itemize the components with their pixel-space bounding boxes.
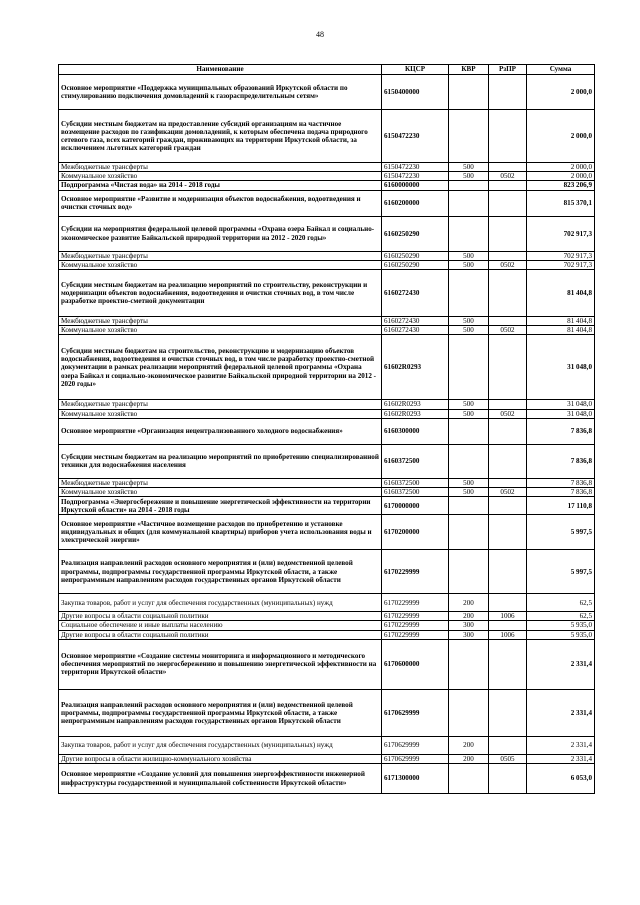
row-sum: 62,5 (527, 612, 595, 621)
row-rzpr (489, 515, 527, 550)
row-rzpr (489, 621, 527, 630)
row-kcsr: 6160000000 (382, 181, 449, 190)
row-kvr: 500 (449, 317, 489, 326)
row-kvr (449, 444, 489, 478)
row-kvr (449, 418, 489, 444)
table-body (59, 75, 595, 794)
row-kvr (449, 216, 489, 251)
row-name: Межбюджетные трансферты (59, 317, 382, 326)
row-kvr: 500 (449, 400, 489, 409)
row-sum: 2 000,0 (527, 172, 595, 181)
row-kcsr: 6160300000 (382, 418, 449, 444)
row-rzpr (489, 110, 527, 163)
row-name: Межбюджетные трансферты (59, 478, 382, 487)
row-sum: 17 110,8 (527, 497, 595, 515)
row-kvr (449, 764, 489, 794)
row-sum: 2 000,0 (527, 110, 595, 163)
table-row (59, 478, 595, 487)
row-kvr (449, 270, 489, 317)
table-row (59, 621, 595, 630)
row-kcsr: 6170229999 (382, 630, 449, 639)
row-kvr (449, 550, 489, 594)
row-kcsr: 6150472230 (382, 172, 449, 181)
row-kvr: 500 (449, 172, 489, 181)
row-name: Коммунальное хозяйство (59, 326, 382, 335)
row-kcsr: 61602R0293 (382, 409, 449, 418)
row-rzpr (489, 335, 527, 400)
row-name: Закупка товаров, работ и услуг для обеспечения государственных (муниципальных) нужд (59, 736, 382, 754)
row-name: Реализация направлений расходов основного мероприятия и (или) ведомственной целевой программы, подпрограммы государственной программы Иркутской области, а также непрограммным направлениям расходов государственных органов Иркутской области (59, 689, 382, 736)
row-name: Реализация направлений расходов основного мероприятия и (или) ведомственной целевой программы, подпрограммы государственной программы Иркутской области, а также непрограммным направлениям расходов государственных органов Иркутской области (59, 550, 382, 594)
table-row (59, 515, 595, 550)
header-name: Наименование (59, 65, 382, 75)
row-kvr (449, 515, 489, 550)
row-sum: 815 370,1 (527, 190, 595, 216)
table-row (59, 190, 595, 216)
row-kcsr: 6170629999 (382, 736, 449, 754)
row-kcsr: 6150400000 (382, 75, 449, 110)
row-name: Основное мероприятие «Частичное возмещение расходов по приобретению и установке индивидуальных и общих (для коммунальной квартиры) приборов учета использования воды и электрической энергии» (59, 515, 382, 550)
row-name: Социальное обеспечение и иные выплаты населению (59, 621, 382, 630)
table-row (59, 418, 595, 444)
row-rzpr (489, 478, 527, 487)
table-row (59, 216, 595, 251)
row-kcsr: 6170229999 (382, 550, 449, 594)
row-name: Коммунальное хозяйство (59, 409, 382, 418)
row-kcsr: 6160250290 (382, 251, 449, 260)
row-kcsr: 6160372500 (382, 478, 449, 487)
row-rzpr (489, 418, 527, 444)
row-rzpr (489, 400, 527, 409)
table-row (59, 110, 595, 163)
table-row (59, 630, 595, 639)
row-name: Субсидии на мероприятия федеральной целевой программы «Охрана озера Байкал и социально-экономическое развитие Байкальской природной территории на 2012 - 2020 годы» (59, 216, 382, 251)
table-row (59, 251, 595, 260)
row-kvr: 500 (449, 326, 489, 335)
table-row (59, 612, 595, 621)
row-kvr (449, 110, 489, 163)
row-name: Другие вопросы в области жилищно-коммунального хозяйства (59, 754, 382, 763)
row-name: Основное мероприятие «Поддержка муниципальных образований Иркутской области по стимулированию подключения домовладений к газораспределительным сетям» (59, 75, 382, 110)
row-name: Субсидии местным бюджетам на реализацию мероприятий по строительству, реконструкции и модернизации объектов водоснабжения, водоотведения и очистки сточных вод, в том числе разработке проектно-сметной документации (59, 270, 382, 317)
row-kcsr: 6160272430 (382, 270, 449, 317)
row-kvr: 500 (449, 251, 489, 260)
row-kvr: 500 (449, 409, 489, 418)
table-row (59, 400, 595, 409)
row-kcsr: 6170600000 (382, 639, 449, 689)
row-rzpr: 1006 (489, 612, 527, 621)
row-rzpr (489, 216, 527, 251)
table-row (59, 163, 595, 172)
row-sum: 702 917,3 (527, 260, 595, 269)
row-rzpr (489, 689, 527, 736)
row-kcsr: 6170200000 (382, 515, 449, 550)
row-kvr: 500 (449, 260, 489, 269)
row-rzpr: 0502 (489, 326, 527, 335)
row-kcsr: 6160372500 (382, 488, 449, 497)
row-kcsr: 6170229999 (382, 594, 449, 612)
row-kcsr: 6160272430 (382, 326, 449, 335)
table-row (59, 326, 595, 335)
row-kvr: 200 (449, 594, 489, 612)
row-kvr: 200 (449, 736, 489, 754)
row-kvr (449, 190, 489, 216)
row-name: Основное мероприятие «Развитие и модернизация объектов водоснабжения, водоотведения и очистки сточных вод» (59, 190, 382, 216)
row-rzpr (489, 181, 527, 190)
table-row (59, 736, 595, 754)
row-rzpr (489, 317, 527, 326)
row-sum: 2 331,4 (527, 689, 595, 736)
row-kvr (449, 689, 489, 736)
row-kvr: 200 (449, 754, 489, 763)
row-name: Подпрограмма «Энергосбережение и повышение энергетической эффективности на территории Иркутской области» на 2014 - 2018 годы (59, 497, 382, 515)
row-sum: 2 000,0 (527, 163, 595, 172)
header-kcsr: КЦСР (382, 65, 449, 75)
row-kvr: 500 (449, 163, 489, 172)
row-kcsr: 6160250290 (382, 216, 449, 251)
row-sum: 2 331,4 (527, 736, 595, 754)
row-sum: 81 404,8 (527, 326, 595, 335)
row-name: Основное мероприятие «Создание системы мониторинга и информационного и методического обеспечения мероприятий по энергосбережению и повышению энергетической эффективности на территории Иркутской области» (59, 639, 382, 689)
table-row (59, 270, 595, 317)
row-rzpr (489, 764, 527, 794)
row-kcsr: 6170229999 (382, 612, 449, 621)
row-rzpr (489, 270, 527, 317)
row-name: Другие вопросы в области социальной политики (59, 612, 382, 621)
row-rzpr (489, 639, 527, 689)
table-row (59, 75, 595, 110)
row-name: Субсидии местным бюджетам на строительство, реконструкцию и модернизацию объектов водоснабжения, водоотведения и очистки сточных вод, в том числе разработку проектно-сметной документации в рамках реализации мероприятий федеральной целевой программы «Охрана озера Байкал и социально-экономическое развитие Байкальской природной территории на 2012 - 2020 годы» (59, 335, 382, 400)
row-sum: 31 048,0 (527, 400, 595, 409)
row-kcsr: 61602R0293 (382, 400, 449, 409)
table-row (59, 317, 595, 326)
row-sum: 2 000,0 (527, 75, 595, 110)
row-rzpr (489, 251, 527, 260)
row-kvr (449, 75, 489, 110)
row-kvr (449, 181, 489, 190)
row-sum: 31 048,0 (527, 409, 595, 418)
row-rzpr (489, 594, 527, 612)
row-sum: 31 048,0 (527, 335, 595, 400)
row-kvr: 300 (449, 621, 489, 630)
table-row (59, 172, 595, 181)
row-sum: 7 836,8 (527, 478, 595, 487)
row-kcsr: 6160200000 (382, 190, 449, 216)
row-name: Основное мероприятие «Создание условий для повышения энергоэффективности инженерной инфраструктуры государственной и муниципальной собственности Иркутской области» (59, 764, 382, 794)
row-kcsr: 6160372500 (382, 444, 449, 478)
table-row (59, 409, 595, 418)
table-row (59, 639, 595, 689)
row-name: Межбюджетные трансферты (59, 400, 382, 409)
row-rzpr: 0505 (489, 754, 527, 763)
row-rzpr (489, 497, 527, 515)
budget-table (58, 64, 595, 794)
row-kcsr: 6170229999 (382, 621, 449, 630)
table-row (59, 754, 595, 763)
table-row (59, 689, 595, 736)
row-kcsr: 6170629999 (382, 689, 449, 736)
row-rzpr: 0502 (489, 488, 527, 497)
table-row (59, 764, 595, 794)
row-rzpr (489, 444, 527, 478)
row-kvr: 500 (449, 488, 489, 497)
row-sum: 81 404,8 (527, 270, 595, 317)
row-kcsr: 6150472230 (382, 110, 449, 163)
row-name: Основное мероприятие «Организация нецентрализованного холодного водоснабжения» (59, 418, 382, 444)
row-kvr (449, 639, 489, 689)
row-name: Коммунальное хозяйство (59, 172, 382, 181)
row-sum: 5 935,0 (527, 630, 595, 639)
row-rzpr: 0502 (489, 409, 527, 418)
row-rzpr (489, 190, 527, 216)
table-row (59, 260, 595, 269)
table-row (59, 594, 595, 612)
row-rzpr (489, 75, 527, 110)
row-sum: 702 917,3 (527, 216, 595, 251)
table-header-row (59, 65, 595, 75)
row-kvr (449, 335, 489, 400)
row-sum: 5 997,5 (527, 550, 595, 594)
row-name: Другие вопросы в области социальной политики (59, 630, 382, 639)
row-name: Закупка товаров, работ и услуг для обеспечения государственных (муниципальных) нужд (59, 594, 382, 612)
row-kvr (449, 497, 489, 515)
row-rzpr: 0502 (489, 172, 527, 181)
header-kvr: КВР (449, 65, 489, 75)
row-rzpr: 1006 (489, 630, 527, 639)
row-sum: 7 836,8 (527, 418, 595, 444)
row-kcsr: 6171300000 (382, 764, 449, 794)
table-row (59, 335, 595, 400)
row-rzpr (489, 550, 527, 594)
row-rzpr: 0502 (489, 260, 527, 269)
table-row (59, 181, 595, 190)
row-kcsr: 6170000000 (382, 497, 449, 515)
row-sum: 5 997,5 (527, 515, 595, 550)
row-name: Межбюджетные трансферты (59, 251, 382, 260)
row-kcsr: 6150472230 (382, 163, 449, 172)
table-row (59, 550, 595, 594)
page-number: 48 (316, 30, 324, 39)
row-name: Субсидии местным бюджетам на реализацию мероприятий по приобретению специализированной техники для водоснабжения населения (59, 444, 382, 478)
row-name: Субсидии местным бюджетам на предоставление субсидий организациям на частичное возмещение расходов по газификации домовладений, к которым обеспечена подача природного сетевого газа, всех категорий граждан, проживающих на территории Иркутской области, за исключением льготных категорий граждан (59, 110, 382, 163)
table-row (59, 444, 595, 478)
header-sum: Сумма (527, 65, 595, 75)
row-kvr: 200 (449, 612, 489, 621)
row-kcsr: 6160250290 (382, 260, 449, 269)
row-kcsr: 6170629999 (382, 754, 449, 763)
row-kvr: 300 (449, 630, 489, 639)
row-name: Коммунальное хозяйство (59, 260, 382, 269)
table-row (59, 497, 595, 515)
row-kcsr: 6160272430 (382, 317, 449, 326)
row-name: Коммунальное хозяйство (59, 488, 382, 497)
row-kcsr: 61602R0293 (382, 335, 449, 400)
row-sum: 7 836,8 (527, 444, 595, 478)
row-sum: 2 331,4 (527, 754, 595, 763)
table-row (59, 488, 595, 497)
header-rzpr: РзПР (489, 65, 527, 75)
row-sum: 702 917,3 (527, 251, 595, 260)
row-sum: 62,5 (527, 594, 595, 612)
row-sum: 6 053,0 (527, 764, 595, 794)
row-name: Подпрограмма «Чистая вода» на 2014 - 2018 годы (59, 181, 382, 190)
row-sum: 2 331,4 (527, 639, 595, 689)
row-rzpr (489, 736, 527, 754)
row-name: Межбюджетные трансферты (59, 163, 382, 172)
row-sum: 7 836,8 (527, 488, 595, 497)
row-sum: 823 206,9 (527, 181, 595, 190)
row-sum: 5 935,0 (527, 621, 595, 630)
row-kvr: 500 (449, 478, 489, 487)
row-sum: 81 404,8 (527, 317, 595, 326)
row-rzpr (489, 163, 527, 172)
